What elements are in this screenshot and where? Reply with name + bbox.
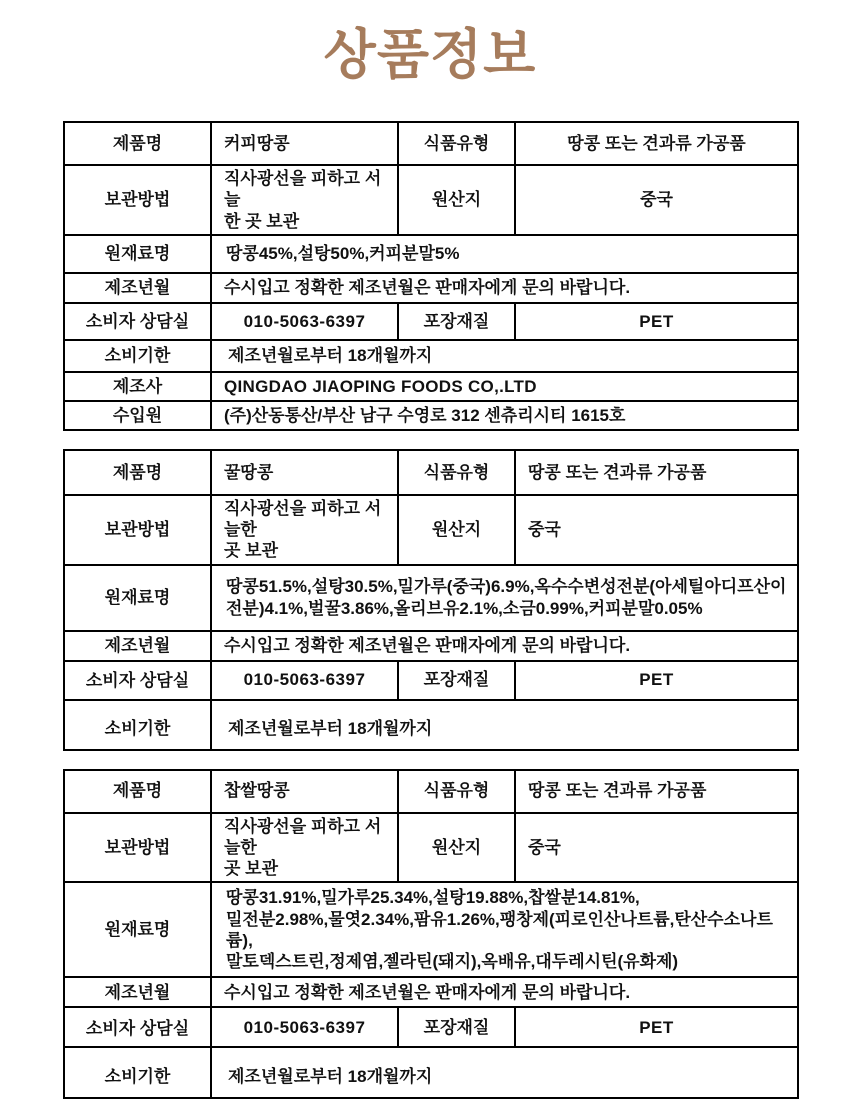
ingredients-line: 말토덱스트린,정제염,젤라틴(돼지),옥배유,대두레시틴(유화제) — [226, 952, 679, 971]
table-row — [64, 372, 798, 401]
field-label-shelf-life: 소비기한 — [64, 1047, 211, 1098]
value-product-name: 커피땅콩 — [211, 122, 398, 165]
field-label-mfg-date: 제조년월 — [64, 977, 211, 1007]
value-ingredients: 땅콩45%,설탕50%,커피분말5% — [211, 235, 798, 273]
table-row — [64, 340, 798, 372]
table-row — [64, 700, 798, 750]
field-label-shelf-life: 소비기한 — [64, 340, 211, 372]
field-label-shelf-life: 소비기한 — [64, 700, 211, 750]
storage-line: 직사광선을 피하고 서늘한 — [224, 498, 382, 539]
table-row — [64, 122, 798, 165]
table-row — [64, 165, 798, 235]
field-label-product-name: 제품명 — [64, 770, 211, 813]
field-label-packaging: 포장재질 — [398, 661, 515, 700]
value-mfg-date: 수시입고 정확한 제조년월은 판매자에게 문의 바랍니다. — [211, 273, 798, 303]
product-table-honey-peanut — [63, 449, 799, 751]
field-label-food-type: 식품유형 — [398, 122, 515, 165]
field-label-ingredients: 원재료명 — [64, 882, 211, 977]
table-row — [64, 303, 798, 340]
storage-line: 곳 보관 — [224, 541, 278, 561]
field-label-hotline: 소비자 상담실 — [64, 303, 211, 340]
table-row — [64, 1047, 798, 1098]
value-ingredients: 땅콩51.5%,설탕30.5%,밀가루(중국)6.9%,옥수수변성전분(아세틸아디프산이전분)4.1%,벌꿀3.86%,올리브유2.1%,소금0.99%,커피분말0.05% — [211, 565, 798, 631]
value-storage — [211, 165, 398, 235]
value-food-type: 땅콩 또는 견과류 가공품 — [515, 450, 798, 495]
table-row — [64, 565, 798, 631]
field-label-mfg-date: 제조년월 — [64, 273, 211, 303]
table-row — [64, 631, 798, 661]
storage-line: 곳 보관 — [224, 859, 278, 878]
value-hotline-number: 010-5063-6397 — [211, 661, 398, 700]
value-shelf-life: 제조년월로부터 18개월까지 — [211, 340, 798, 372]
field-label-hotline: 소비자 상담실 — [64, 661, 211, 700]
value-manufacturer: QINGDAO JIAOPING FOODS CO,.LTD — [211, 372, 798, 401]
table-row — [64, 882, 798, 977]
field-label-food-type: 식품유형 — [398, 450, 515, 495]
value-mfg-date: 수시입고 정확한 제조년월은 판매자에게 문의 바랍니다. — [211, 631, 798, 661]
field-label-ingredients: 원재료명 — [64, 565, 211, 631]
value-hotline-number: 010-5063-6397 — [211, 303, 398, 340]
field-label-packaging: 포장재질 — [398, 1007, 515, 1047]
product-table-coffee-peanut — [63, 121, 799, 431]
value-storage — [211, 813, 398, 883]
ingredients-line: 땅콩31.91%,밀가루25.34%,설탕19.88%,찹쌀분14.81%, — [226, 888, 640, 908]
value-product-name: 꿀땅콩 — [211, 450, 398, 495]
field-label-packaging: 포장재질 — [398, 303, 515, 340]
ingredients-line: 밀전분2.98%,물엿2.34%,팜유1.26%,팽창제(피로인산나트륨,탄산수소나트륨), — [226, 909, 773, 950]
value-importer: (주)산동통산/부산 남구 수영로 312 센츄리시티 1615호 — [211, 401, 798, 430]
table-row — [64, 450, 798, 495]
table-row — [64, 235, 798, 273]
storage-line: 직사광선을 피하고 서늘한 — [224, 816, 382, 857]
field-label-origin: 원산지 — [398, 165, 515, 235]
table-row — [64, 661, 798, 700]
field-label-storage: 보관방법 — [64, 495, 211, 565]
value-packaging: PET — [515, 661, 798, 700]
value-product-name: 찹쌀땅콩 — [211, 770, 398, 813]
value-shelf-life: 제조년월로부터 18개월까지 — [211, 700, 798, 750]
value-packaging: PET — [515, 1007, 798, 1047]
value-shelf-life: 제조년월로부터 18개월까지 — [211, 1047, 798, 1098]
field-label-origin: 원산지 — [398, 495, 515, 565]
value-mfg-date: 수시입고 정확한 제조년월은 판매자에게 문의 바랍니다. — [211, 977, 798, 1007]
table-row — [64, 770, 798, 813]
value-food-type: 땅콩 또는 견과류 가공품 — [515, 770, 798, 813]
value-ingredients — [211, 882, 798, 977]
field-label-product-name: 제품명 — [64, 450, 211, 495]
field-label-food-type: 식품유형 — [398, 770, 515, 813]
value-origin: 중국 — [515, 813, 798, 883]
table-row — [64, 495, 798, 565]
field-label-ingredients: 원재료명 — [64, 235, 211, 273]
table-row — [64, 401, 798, 430]
product-table-rice-peanut — [63, 769, 799, 1100]
value-origin: 중국 — [515, 165, 798, 235]
storage-line: 직사광선을 피하고 서늘 — [224, 169, 382, 210]
value-storage — [211, 495, 398, 565]
field-label-manufacturer: 제조사 — [64, 372, 211, 401]
value-food-type: 땅콩 또는 견과류 가공품 — [515, 122, 798, 165]
table-row — [64, 273, 798, 303]
value-packaging: PET — [515, 303, 798, 340]
field-label-importer: 수입원 — [64, 401, 211, 430]
field-label-product-name: 제품명 — [64, 122, 211, 165]
table-row — [64, 813, 798, 883]
value-hotline-number: 010-5063-6397 — [211, 1007, 398, 1047]
field-label-storage: 보관방법 — [64, 813, 211, 883]
value-origin: 중국 — [515, 495, 798, 565]
table-row — [64, 977, 798, 1007]
field-label-origin: 원산지 — [398, 813, 515, 883]
page-title: 상품정보 — [323, 25, 537, 85]
field-label-storage: 보관방법 — [64, 165, 211, 235]
field-label-mfg-date: 제조년월 — [64, 631, 211, 661]
storage-line: 한 곳 보관 — [224, 211, 300, 231]
table-row — [64, 1007, 798, 1047]
product-info-page — [0, 12, 860, 1112]
field-label-hotline: 소비자 상담실 — [64, 1007, 211, 1047]
